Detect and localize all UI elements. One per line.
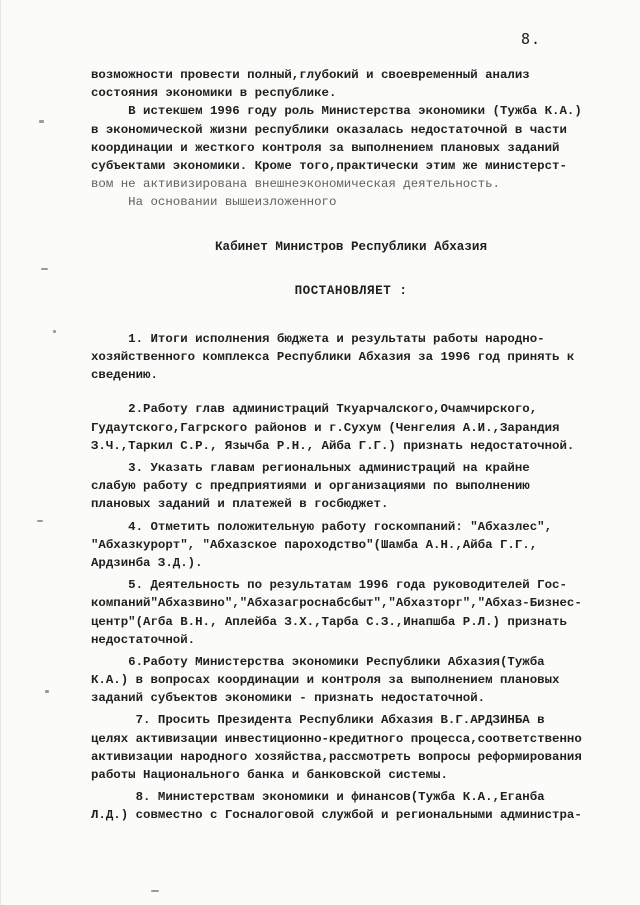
text-line: В истекшем 1996 году роль Министерства экономики (Тужба К.А.) [91, 104, 582, 119]
page-number: 8. [521, 30, 542, 48]
text-line: субъектами экономики. Кроме того,практически этим же министерст- [91, 158, 567, 173]
document-body [91, 66, 611, 825]
decree-item-4 [91, 518, 611, 573]
text-line: 7. Просить Президента Республики Абхазия В.Г.АРДЗИНБА в [91, 713, 545, 728]
text-line: вом не активизирована внешнеэкономическая деятельность. [91, 177, 500, 192]
decree-item-6 [91, 653, 611, 708]
decree-item-3 [91, 459, 611, 514]
decree-item-8 [91, 788, 611, 824]
text-line: З.Ч.,Таркил С.Р., Язычба Р.Н., Айба Г.Г.) признать недостаточной. [91, 438, 575, 453]
text-line: сведению. [91, 368, 158, 383]
text-line: "Абхазкурорт", "Абхазское пароходство"(Шамба А.Н.,Айба Г.Г., [91, 537, 538, 552]
text-line: центр"(Агба В.Н., Аплейба З.Х.,Тарба С.З.,Инапшба Р.Л.) признать [91, 614, 567, 629]
decree-item-7 [91, 711, 611, 784]
text-line: На основании вышеизложенного [91, 195, 337, 210]
text-line: компаний"Абхазвино","Абхазагроснабсбыт","Абхазторг","Абхаз-Бизнес- [91, 596, 582, 611]
decree-item-1 [91, 330, 611, 385]
text-line: 1. Итоги исполнения бюджета и результаты работы народно- [91, 331, 545, 346]
text-line: заданий субъектов экономики - признать недостаточной. [91, 691, 486, 706]
cabinet-heading: Кабинет Министров Республики Абхазия [214, 239, 488, 254]
text-line: К.А.) в вопросах координации и контроля за выполнением плановых [91, 673, 560, 688]
decree-item-2 [91, 400, 611, 455]
text-line: плановых заданий и платежей в госбюджет. [91, 497, 389, 512]
text-line: хозяйственного комплекса Республики Абхазия за 1996 год принять к [91, 350, 575, 365]
text-line: состояния экономики в республике. [91, 86, 337, 101]
decree-heading: ПОСТАНОВЛЯЕТ : [294, 283, 408, 298]
text-line: 8. Министерствам экономики и финансов(Тужба К.А.,Еганба [91, 790, 545, 805]
text-line: 4. Отметить положительную работу госкомпаний: "Абхазлес", [91, 519, 553, 534]
text-line: 2.Работу глав администраций Ткуарчалского,Очамчирского, [91, 402, 538, 417]
intro-paragraph [91, 66, 611, 212]
text-line: координации и жесткого контроля за выполнением плановых заданий [91, 140, 560, 155]
text-line: Гудаутского,Гагрского районов и г.Сухум (Ченгелия А.И.,Зарандия [91, 420, 560, 435]
text-line: работы Национального банка и банковской системы. [91, 768, 448, 783]
text-line: возможности провести полный,глубокий и своевременный анализ [91, 68, 530, 82]
text-line: слабую работу с предприятиями и организациями по выполнению [91, 479, 530, 494]
text-line: 5. Деятельность по результатам 1996 года руководителей Гос- [91, 578, 567, 593]
text-line: 3. Указать главам региональных администраций на крайне [91, 461, 530, 476]
text-line: 6.Работу Министерства экономики Республики Абхазия(Тужба [91, 654, 545, 669]
text-line: Л.Д.) совместно с Госналоговой службой и региональными администра- [91, 808, 582, 823]
text-line: недостаточной. [91, 632, 196, 647]
decree-item-5 [91, 576, 611, 649]
text-line: целях активизации инвестиционно-кредитного процесса,соответственно [91, 731, 582, 746]
text-line: Ардзинба З.Д.). [91, 555, 203, 570]
text-line: активизации народного хозяйства,рассмотреть вопросы реформирования [91, 749, 582, 764]
text-line: в экономической жизни республики оказалась недостаточной в части [91, 122, 567, 137]
